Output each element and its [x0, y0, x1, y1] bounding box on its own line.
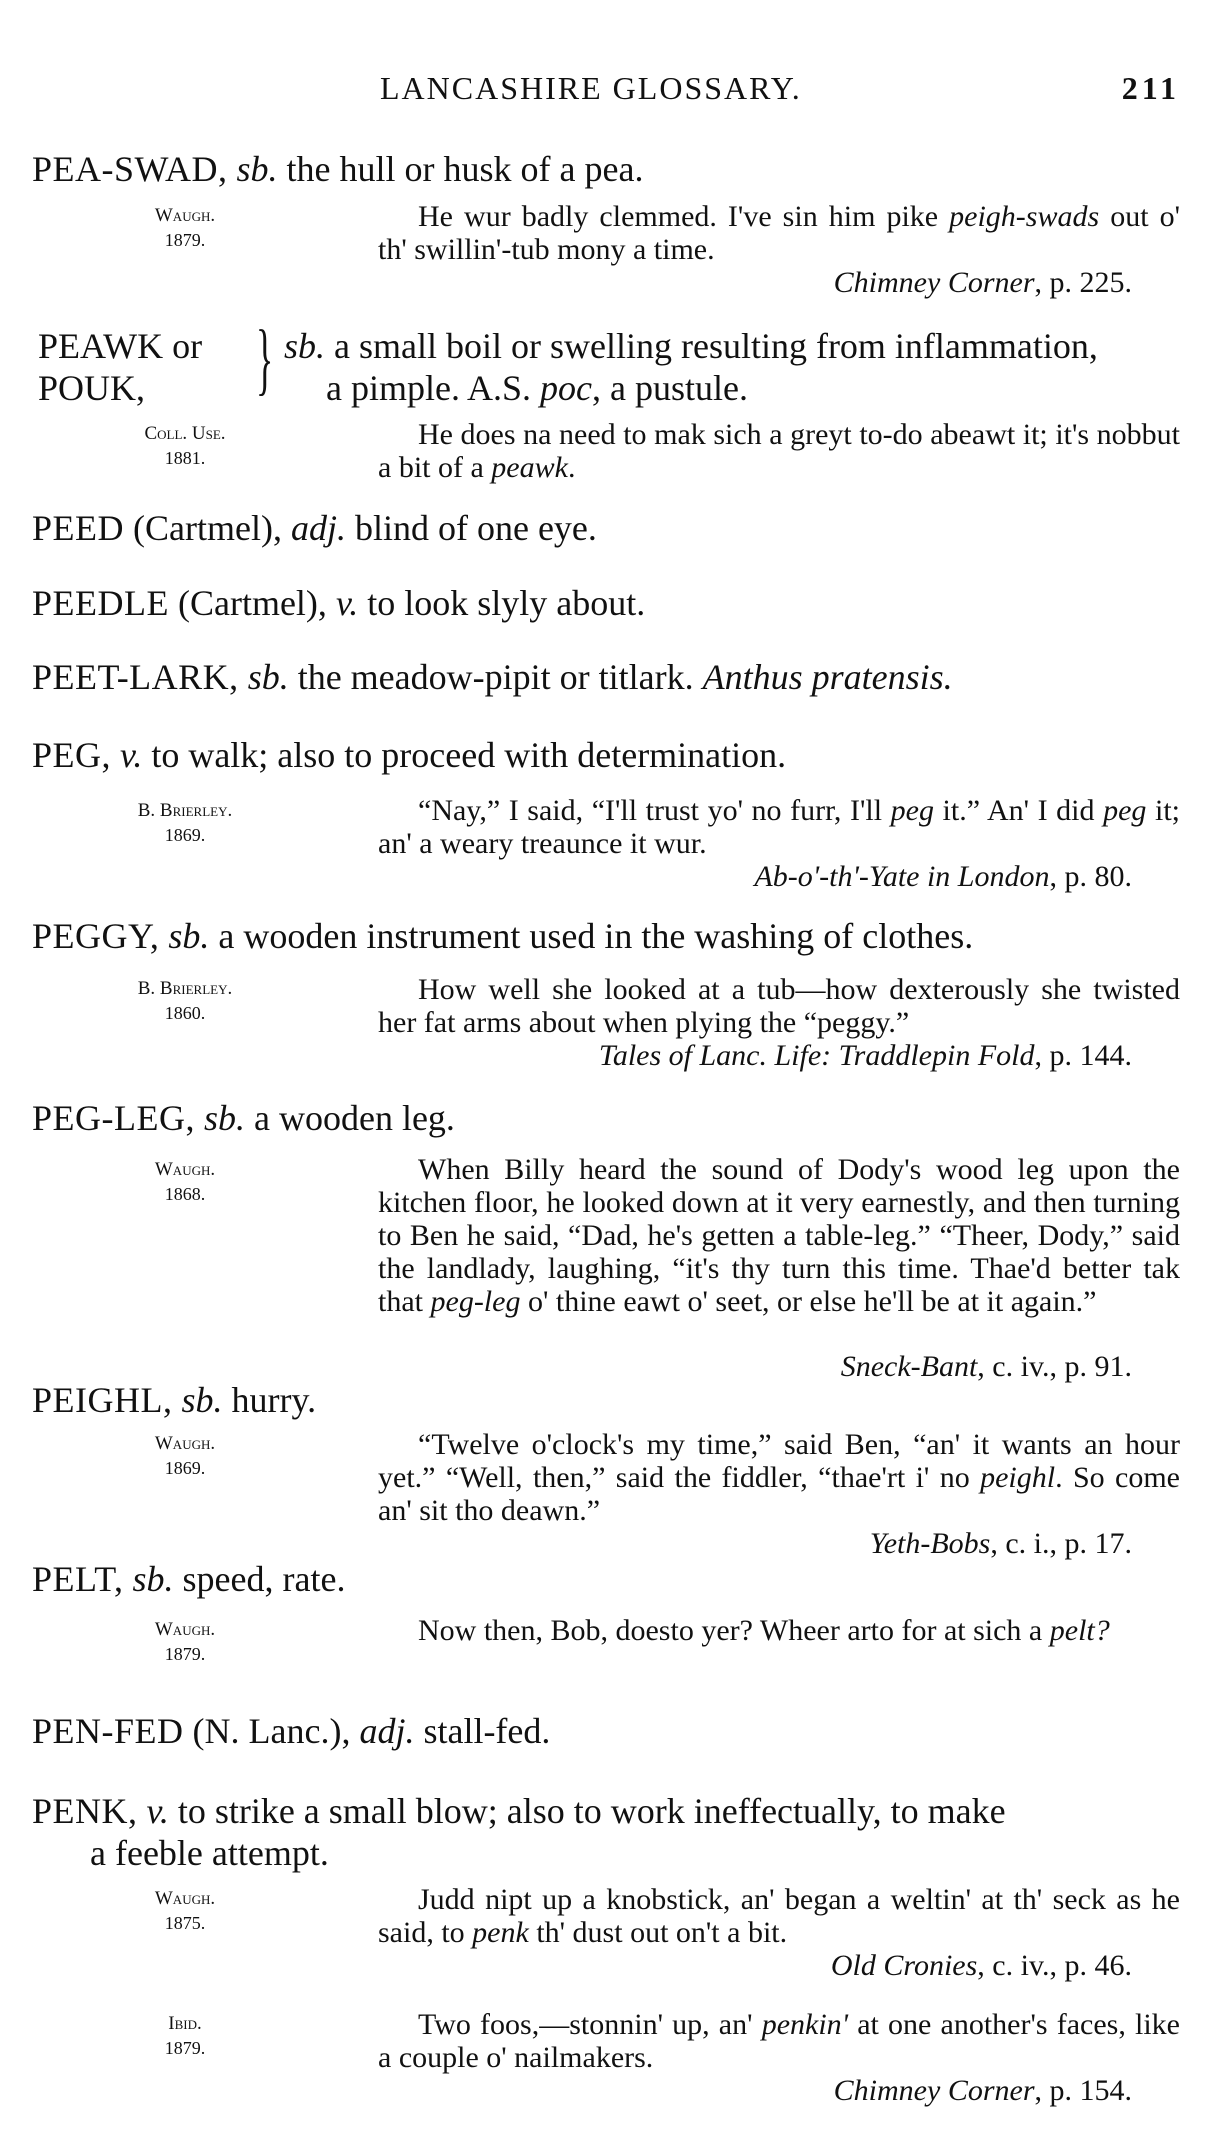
entry-peg: PEG, v. to walk; also to proceed with determination. — [32, 735, 787, 775]
citation-year: 1869. — [164, 1458, 206, 1478]
entry-pea-swad — [32, 148, 1182, 190]
definition-cont: a pimple. A.S. poc, a pustule. — [326, 368, 748, 408]
definition: sb. a small boil or swelling resulting from inflammation, — [284, 326, 1098, 366]
citation-year: 1868. — [164, 1184, 206, 1204]
citation-source: Chimney Corner, p. 225. — [833, 266, 1132, 299]
citation-author: B. Brierley. 1869. — [100, 799, 270, 847]
citation-year: 1875. — [164, 1913, 206, 1933]
headword: POUK, — [38, 368, 146, 408]
citation-year: 1881. — [164, 448, 206, 468]
entry-peg-leg: PEG-LEG, sb. a wooden leg. — [32, 1098, 455, 1138]
citation-year: 1879. — [164, 230, 206, 250]
citation-year: 1879. — [164, 2038, 206, 2058]
citation-author: Waugh. 1875. — [100, 1887, 270, 1935]
quotation: When Billy heard the sound of Dody's wood leg upon the kitchen floor, he looked down at it very earnestly, and then turning to Ben he said, “Dad, he's getten a table-leg.” “Theer, Dody,” said the landlady, laughing, “it's thy turn this time. Thae'd better tak that peg-leg o' thine eawt o' seet, or else he'll be at it again.” — [378, 1153, 1180, 1318]
entry-pen-fed: PEN-FED (N. Lanc.), adj. stall-fed. — [32, 1711, 551, 1751]
quotation: Now then, Bob, doesto yer? Wheer arto for at sich a pelt? — [418, 1614, 1110, 1647]
quotation: “Twelve o'clock's my time,” said Ben, “an' it wants an hour yet.” “Well, then,” said the fiddler, “thae'rt i' no peighl. So come an' sit tho deawn.” — [378, 1428, 1180, 1527]
running-header — [380, 70, 1180, 110]
page-number: 211 — [1121, 70, 1180, 106]
entry-peggy: PEGGY, sb. a wooden instrument used in the washing of clothes. — [32, 916, 974, 956]
quotation: Judd nipt up a knobstick, an' began a weltin' at th' seck as he said, to penk th' dust out on't a bit. — [378, 1883, 1180, 1949]
page-header-title: LANCASHIRE GLOSSARY. — [380, 70, 802, 106]
citation-year: 1860. — [164, 1003, 206, 1023]
headword: PEA-SWAD, — [32, 149, 228, 189]
entry-peedle: PEEDLE (Cartmel), v. to look slyly about. — [32, 583, 646, 623]
latin-name: Anthus pratensis. — [702, 657, 953, 697]
citation-source: Yeth-Bobs, c. i., p. 17. — [869, 1527, 1132, 1560]
part-of-speech: sb. — [236, 149, 278, 189]
citation-source: Old Cronies, c. iv., p. 46. — [830, 1949, 1132, 1982]
entry-penk: PENK, v. to strike a small blow; also to work ineffectually, to make a feeble attempt. — [32, 1790, 1182, 1874]
citation-author: Ibid. 1879. — [100, 2012, 270, 2060]
quotation: He does na need to mak sich a greyt to-do abeawt it; it's nobbut a bit of a peawk. — [378, 418, 1180, 484]
quotation: How well she looked at a tub—how dexterously she twisted her fat arms about when plying the “peggy.” — [378, 973, 1180, 1039]
definition: the hull or husk of a pea. — [286, 149, 644, 189]
headword: PEAWK or — [38, 326, 203, 366]
entry-peed: PEED (Cartmel), adj. blind of one eye. — [32, 508, 597, 548]
citation-author: B. Brierley. 1860. — [100, 977, 270, 1025]
citation-author: Coll. Use. 1881. — [100, 422, 270, 470]
citation-source: Tales of Lanc. Life: Traddlepin Fold, p. 144. — [598, 1039, 1132, 1072]
citation-author: Waugh. 1868. — [100, 1158, 270, 1206]
entry-peighl: PEIGHL, sb. hurry. — [32, 1380, 317, 1420]
citation-source: Sneck-Bant, c. iv., p. 91. — [840, 1350, 1132, 1383]
entry-pouk — [38, 367, 1180, 407]
citation-author: Waugh. 1879. — [100, 1618, 270, 1666]
quotation: He wur badly clemmed. I've sin him pike peigh-swads out o' th' swillin'-tub mony a time. — [378, 200, 1180, 266]
quotation: Two foos,—stonnin' up, an' penkin' at one another's faces, like a couple o' nailmakers. — [378, 2008, 1180, 2074]
brace-glyph: } — [256, 315, 274, 403]
citation-year: 1869. — [164, 825, 206, 845]
entry-pelt: PELT, sb. speed, rate. — [32, 1559, 346, 1599]
citation-year: 1879. — [164, 1644, 206, 1664]
entry-peet-lark: PEET-LARK, sb. the meadow-pipit or titlark. Anthus pratensis. — [32, 657, 953, 697]
definition-cont: a feeble attempt. — [90, 1833, 329, 1873]
citation-author: Waugh. 1869. — [100, 1432, 270, 1480]
citation-source: Ab-o'-th'-Yate in London, p. 80. — [754, 860, 1132, 893]
citation-author: Waugh. 1879. — [100, 204, 270, 252]
citation-source: Chimney Corner, p. 154. — [833, 2074, 1132, 2107]
quotation: “Nay,” I said, “I'll trust yo' no furr, I'll peg it.” An' I did peg it; an' a weary treaunce it wur. — [378, 794, 1181, 860]
